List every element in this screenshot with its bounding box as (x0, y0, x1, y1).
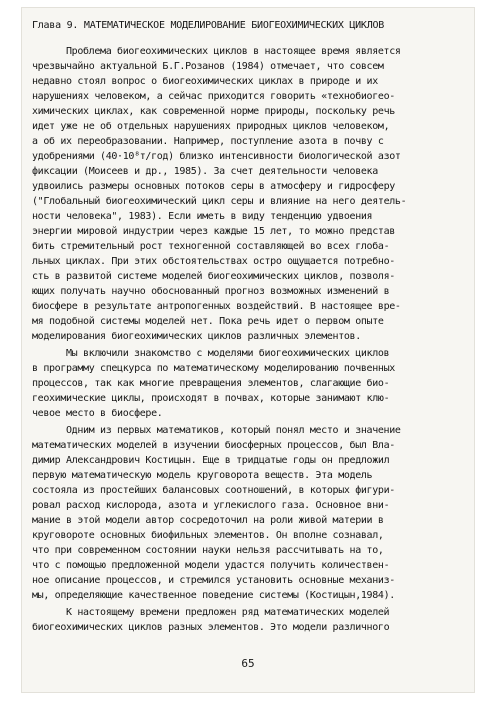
page-number: 65 (241, 657, 255, 670)
text-line: К настоящему времени предложен ряд математических моделей (66, 607, 390, 618)
text-line: в программу спецкурса по математическому моделированию почвенных (32, 363, 395, 374)
text-line: ровал расход кислорода, азота и углекислого газа. Основное вни- (32, 500, 390, 511)
text-line: димир Александрович Костицын. Еще в тридцатые годы он предложил (32, 455, 390, 466)
text-line: чрезвычайно актуальной Б.Г.Розанов (1984) отмечает, что совсем (32, 61, 384, 72)
text-line: удвоились размеры основных потоков серы в атмосферу и гидросферу (32, 181, 395, 192)
text-line: биогеохимических циклов разных элементов. Это модели различного (32, 622, 390, 633)
text-line: бить стремительный рост техногенной составляющей во всех глоба- (32, 241, 390, 252)
text-line: льных циклах. При этих обстоятельствах остро ощущается потребно- (32, 256, 395, 267)
body-text (32, 44, 466, 635)
chapter-header: Глава 9. МАТЕМАТИЧЕСКОЕ МОДЕЛИРОВАНИЕ БИОГЕОХИМИЧЕСКИХ ЦИКЛОВ (32, 20, 385, 31)
text-line: мя подобной системы моделей нет. Пока речь идет о первом опыте (32, 316, 384, 327)
text-line: процессов, так как многие превращения элементов, слагающие био- (32, 378, 390, 389)
text-line: сть в развитой системе моделей биогеохимических циклов, позволя- (32, 271, 395, 282)
text-line: фиксации (Моисеев и др., 1985). За счет деятельности человека (32, 166, 378, 177)
text-line: Проблема биогеохимических циклов в настоящее время является (66, 46, 401, 57)
text-line: ("Глобальный биогеохимический цикл серы и влияние на него деятель- (32, 196, 407, 207)
text-line: недавно стоял вопрос о биогеохимических циклах в природе и их (32, 76, 378, 87)
text-line: мание в этой модели автор сосредоточил на роли живой материи в (32, 515, 384, 526)
text-line: идет уже не об отдельных нарушениях природных циклов человеком, (32, 121, 390, 132)
text-line: круговороте основных биофильных элементов. Он вполне сознавал, (32, 530, 384, 541)
text-line: состояла из простейших балансовых соотношений, в которых фигури- (32, 485, 395, 496)
text-line: ности человека", 1983). Если иметь в виду тенденцию удвоения (32, 211, 373, 222)
text-line: удобрениями (40·10⁸т/год) близко интенсивности биологической азот (32, 151, 401, 162)
text-line: энергии мировой индустрии через каждые 15 лет, то можно представ (32, 226, 395, 237)
text-line: ющих получать научно обоснованный прогноз возможных изменений в (32, 286, 390, 297)
paragraph (32, 44, 466, 344)
text-line: а об их переобразовании. Например, поступление азота в почву с (32, 136, 384, 147)
text-line: химических циклах, как современной норме природы, поскольку речь (32, 106, 395, 117)
text-line: нарушениях человеком, а сейчас приходится говорить «технобиогео- (32, 91, 395, 102)
text-line: мы, определяющие качественное поведение системы (Костицын,1984). (32, 590, 395, 601)
text-line: чевое место в биосфере. (32, 408, 163, 419)
text-line: Одним из первых математиков, который понял место и значение (66, 425, 401, 436)
text-line: первую математическую модель круговорота веществ. Эта модель (32, 470, 373, 481)
book-page (22, 8, 474, 692)
text-line: ное описание процессов, и стремился установить основные механиз- (32, 575, 395, 586)
paragraph (32, 346, 466, 421)
page-content (32, 18, 466, 635)
text-line: что с помощью предложенной модели удастся получить количествен- (32, 560, 390, 571)
text-line: биосфере в результате антропогенных воздействий. В настоящее вре- (32, 301, 401, 312)
text-line: геохимические циклы, происходят в почвах, которые занимают клю- (32, 393, 390, 404)
text-line: Мы включили знакомство с моделями биогеохимических циклов (66, 348, 390, 359)
text-line: математических моделей в изучении биосферных процессов, был Вла- (32, 440, 395, 451)
paragraph (32, 605, 466, 635)
text-line: моделирования биогеохимических циклов различных элементов. (32, 331, 361, 342)
text-line: что при современном состоянии науки нельзя рассчитывать на то, (32, 545, 384, 556)
paragraph (32, 423, 466, 603)
